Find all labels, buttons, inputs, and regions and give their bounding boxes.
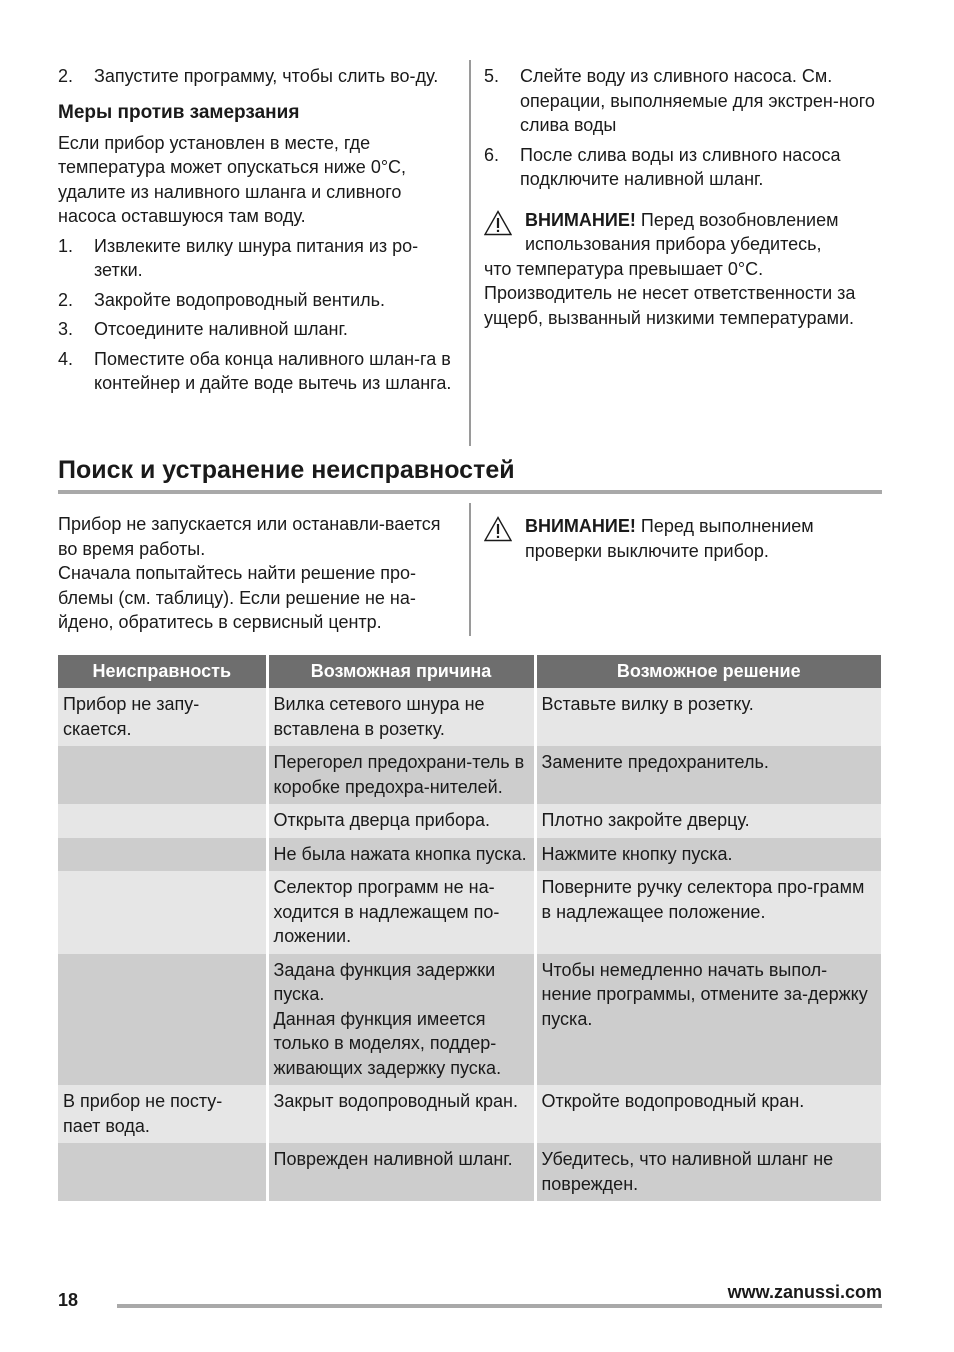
solution-cell: Чтобы немедленно начать выпол-нение программы, отмените за-держку пуска. — [535, 954, 881, 1086]
cause-note: Данная функция имеется только в моделях, поддер-живающих задержку пуска. — [273, 1008, 502, 1078]
cause-text: Задана функция задержки пуска. — [273, 959, 496, 1004]
table-row — [58, 746, 881, 804]
drain-steps-continued — [58, 64, 454, 89]
problem-cell — [58, 746, 267, 804]
list-item — [58, 234, 454, 283]
freeze-heading: Меры против замерзания — [58, 101, 300, 123]
warning-triangle-icon — [484, 210, 512, 236]
troubleshooting-table — [58, 655, 881, 1201]
solution-cell: Поверните ручку селектора про-грамм в надлежащее положение. — [535, 871, 881, 954]
cause-cell — [267, 954, 535, 1086]
list-item — [58, 288, 454, 313]
table-row — [58, 688, 881, 746]
table-row — [58, 838, 881, 872]
footer-rule — [117, 1304, 882, 1308]
column-divider — [469, 503, 471, 636]
list-item — [58, 317, 454, 342]
column-header-cause: Возможная причина — [267, 655, 535, 688]
warning-first-lines — [484, 208, 876, 257]
step-text: Извлеките вилку шнура питания из ро-зетки. — [94, 235, 419, 280]
freeze-steps-continued — [484, 64, 876, 192]
freeze-left-column — [58, 64, 454, 401]
column-header-problem: Неисправность — [58, 655, 267, 688]
solution-cell: Плотно закройте дверцу. — [535, 804, 881, 838]
solution-cell: Убедитесь, что наливной шланг не поврежден. — [535, 1143, 881, 1201]
step-text: Отсоедините наливной шланг. — [94, 319, 348, 339]
solution-cell: Замените предохранитель. — [535, 746, 881, 804]
problem-cell — [58, 838, 267, 872]
problem-cell — [58, 804, 267, 838]
page-number: 18 — [58, 1290, 79, 1310]
warning-text-rest: что температура превышает 0°C. Производитель не несет ответственности за ущерб, вызванный низкими температурами. — [484, 258, 856, 328]
problem-cell: В прибор не посту-пает вода. — [58, 1085, 267, 1143]
cause-cell: Не была нажата кнопка пуска. — [267, 838, 535, 872]
table-row — [58, 954, 881, 1086]
cause-cell: Закрыт водопроводный кран. — [267, 1085, 535, 1143]
step-number: 2. — [58, 66, 74, 86]
step-number: 4. — [58, 348, 74, 369]
warning-text: Перед выполнением проверки выключите прибор. — [525, 516, 814, 561]
freeze-intro: Если прибор установлен в месте, где температура может опускаться ниже 0°C, удалите из наливного шланга и сливного насоса оставшуюся там воду. — [58, 132, 407, 226]
intro-line-1: Прибор не запускается или останавли-вается во время работы. — [58, 514, 441, 559]
solution-cell: Вставьте вилку в розетку. — [535, 688, 881, 746]
warning-triangle-icon — [484, 516, 512, 542]
list-item — [484, 143, 876, 192]
list-item — [484, 64, 876, 138]
table-row — [58, 871, 881, 954]
problem-cell — [58, 954, 267, 1086]
table-row — [58, 804, 881, 838]
section-title: Поиск и устранение неисправностей — [58, 454, 882, 494]
problem-cell — [58, 1143, 267, 1201]
step-number: 6. — [484, 144, 500, 165]
step-number: 1. — [58, 235, 74, 256]
step-text: После слива воды из сливного насоса подключите наливной шланг. — [520, 144, 841, 189]
list-item — [58, 347, 454, 396]
warning-body — [484, 514, 876, 563]
step-number: 3. — [58, 319, 74, 339]
cause-cell: Селектор программ не на-ходится в надлежащем по-ложении. — [267, 871, 535, 954]
cause-cell: Поврежден наливной шланг. — [267, 1143, 535, 1201]
step-text: Поместите оба конца наливного шлан-га в контейнер и дайте воде вытечь из шланга. — [94, 348, 452, 393]
freeze-warning — [484, 208, 876, 331]
warning-label: ВНИМАНИЕ! — [525, 209, 636, 230]
cause-cell: Перегорел предохрани-тель в коробке предохра-нителей. — [267, 746, 535, 804]
troubleshooting-warning — [484, 514, 876, 563]
website-url: www.zanussi.com — [727, 1282, 882, 1302]
intro-line-2: Сначала попытайтесь найти решение про-блемы (см. таблицу). Если решение не на-йдено, обратитесь в сервисный центр. — [58, 563, 416, 632]
step-text: Запустите программу, чтобы слить во-ду. — [94, 66, 439, 86]
solution-cell: Нажмите кнопку пуска. — [535, 838, 881, 872]
table-header-row — [58, 655, 881, 688]
table-row — [58, 1143, 881, 1201]
cause-cell: Вилка сетевого шнура не вставлена в розетку. — [267, 688, 535, 746]
freeze-steps — [58, 234, 454, 396]
freeze-right-column — [484, 64, 876, 330]
warning-label: ВНИМАНИЕ! — [525, 516, 636, 536]
warning-text: Перед возобновлением использования прибора убедитесь, — [525, 209, 839, 254]
cause-cell: Открыта дверца прибора. — [267, 804, 535, 838]
solution-cell: Откройте водопроводный кран. — [535, 1085, 881, 1143]
troubleshooting-intro — [58, 512, 454, 635]
step-number: 2. — [58, 289, 74, 310]
problem-cell: Прибор не запу-скается. — [58, 688, 267, 746]
list-item — [58, 64, 454, 89]
step-text: Закройте водопроводный вентиль. — [94, 289, 386, 310]
problem-cell — [58, 871, 267, 954]
column-divider — [469, 60, 471, 446]
column-header-solution: Возможное решение — [535, 655, 881, 688]
table-row — [58, 1085, 881, 1143]
step-text: Слейте воду из сливного насоса. См. операции, выполняемые для экстрен-ного слива воды — [520, 66, 875, 135]
step-number: 5. — [484, 66, 500, 86]
